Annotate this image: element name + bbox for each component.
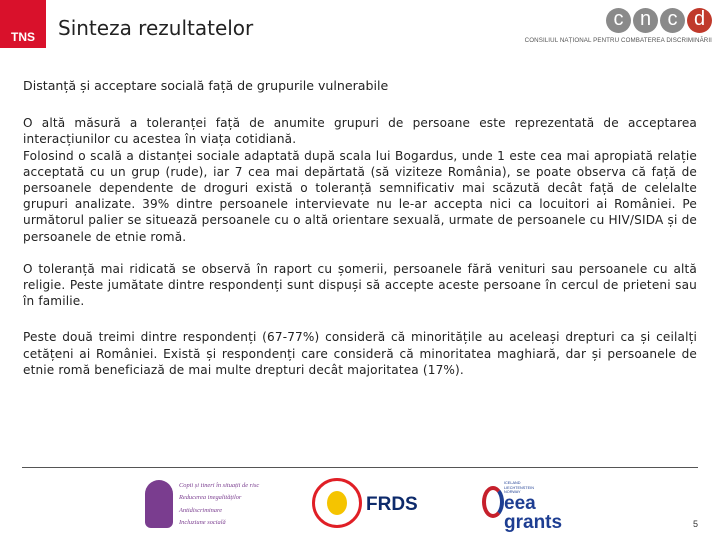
content-body	[23, 78, 697, 378]
cncd-logo-letters	[606, 8, 712, 33]
cncd-letter: n	[633, 8, 658, 33]
frds-emblem-icon	[312, 478, 362, 528]
project-logo-text	[179, 480, 259, 529]
project-logo-line: Antidiscriminare	[179, 506, 223, 514]
eea-emblem-icon	[482, 486, 504, 518]
project-logo	[145, 478, 265, 533]
project-logo-line: Copii și tineri în situații de risc	[179, 482, 260, 489]
cncd-letter: c	[606, 8, 631, 33]
paragraph: Folosind o scală a distanței sociale adaptată după scala lui Bogardus, unde 1 este cea mai apropiată relație acceptată cu un grup (rude), iar 7 cea mai depărtată (să viziteze România), se poate observa că față de persoanele dependente de droguri există o toleranță semnificativ mai scăzută decât față de celelalte grupuri analizate. 39% dintre persoanele intervievate nu le-ar accepta nici ca locuitori ai României. Pe următorul palier se situează persoanele cu o altă orientare sexuală, urmate de persoanele cu HIV/SIDA și de persoanele de etnie romă.	[23, 148, 697, 244]
eea-country: ICELAND	[504, 481, 521, 485]
page-number: 5	[692, 519, 698, 529]
cncd-letter: d	[687, 8, 712, 33]
eea-grants-logo	[482, 478, 592, 534]
page-title: Sinteza rezultatelor	[58, 16, 254, 40]
project-logo-line: Reducerea inegalităților	[179, 494, 242, 502]
section-subheading: Distanță și acceptare socială față de grupurile vulnerabile	[23, 78, 389, 93]
paragraph: O altă măsură a toleranței față de anumite grupuri de persoane este reprezentată de acceptarea interacțiunilor cu acestea în viața cotidiană.	[23, 116, 697, 147]
footer-divider	[22, 467, 698, 468]
frds-logo	[312, 478, 418, 536]
eea-line: eea	[504, 493, 536, 514]
people-emblem-icon	[145, 480, 173, 528]
cncd-logo	[520, 8, 716, 50]
frds-logo-text: FRDS	[366, 494, 418, 515]
eea-country: LIECHTENSTEIN	[504, 485, 534, 490]
cncd-logo-subtitle: CONSILIUL NAȚIONAL PENTRU COMBATEREA DISCRIMINĂRII	[524, 37, 712, 44]
paragraph: Peste două treimi dintre respondenți (67-77%) consideră că minoritățile au aceleași drepturi ca și ceilalți cetățeni ai României. Există și respondenți care consideră că minoritatea maghiară, dar și persoanele de etnie romă beneficiază de mai multe drepturi decât majoritatea (17%).	[23, 330, 697, 377]
eea-grants-text	[504, 494, 562, 532]
project-logo-line: Incluziune socială	[179, 518, 226, 526]
paragraph: O toleranță mai ridicată se observă în raport cu șomerii, persoanele fără venituri sau persoanele cu altă religie. Peste jumătate dintre respondenți sunt dispuși să accepte aceste persoane în cercul de prieteni sau în familie.	[23, 261, 697, 309]
tns-logo-text: TNS	[11, 30, 35, 44]
eea-country: NORWAY	[504, 490, 521, 494]
cncd-letter: c	[660, 8, 685, 33]
tns-logo	[0, 0, 46, 48]
grants-line: grants	[504, 512, 563, 533]
